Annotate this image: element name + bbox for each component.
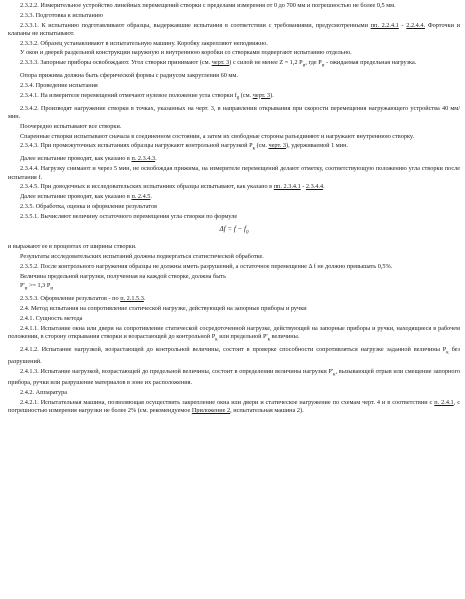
paragraph [8,22,460,39]
text-span: ) с силой не менее Z = 1,2 P [229,59,303,67]
text-span: 2.3.5.2. После контрольного нагружения образцы не должны иметь разрушений, а остаточное перемещение Δ f не должно превышать 0,5%. [20,262,393,270]
paragraph [8,40,460,48]
text-span: без разрушений. [8,346,460,365]
paragraph [8,49,460,57]
text-span: 2.3.4.2. Производят нагружение створки в точках, указанных на черт. 3, в направлении открывания при скорости перемещения нагружающего устройства 40 мм/мин. [8,104,460,121]
text-span: 2.3.3.2. Образец устанавливают в испытательную машину. Коробку закрепляют неподвижно. [20,39,268,47]
paragraph [8,368,460,388]
text-span: 2.4. Метод испытания на сопротивление статической нагрузке, действующей на запорные приборы и ручки [20,305,307,313]
document-body [8,2,460,417]
reference-link[interactable]: пп. 2.3.4.1 [273,183,301,191]
text-span: 2.4.2.1. Испытательная машина, позволяющая осуществить закрепление окна или двери и статическое нагружение по схемам черт. 4 и в соответствии с [20,398,435,406]
subscript: и [50,286,54,292]
paragraph [8,213,460,221]
reference-link[interactable]: п. 2.3.4.3 [131,155,156,163]
paragraph [8,183,460,191]
reference-link[interactable]: 2.3.4.4 [305,183,324,191]
paragraph [8,59,460,71]
subscript: к [333,371,336,377]
paragraph [8,253,460,261]
subscript: и [24,286,28,292]
paragraph [8,295,460,303]
paragraph [8,142,460,154]
paragraph [8,72,460,80]
text-span: 2.3.3.1. К испытанию подготавливают образцы, выдержавшие испытания в соответствии с требованиями, предусмотренными [20,21,371,29]
text-span: или предельной P' [217,333,268,341]
text-span: 2.3.4. Проведение испытания [20,81,98,89]
subscript: и [321,63,325,69]
text-span: 2.4.1.2. Испытание нагрузкой, возрастающей до контрольной величины, состоит в проверке способности сопротивляться нагрузке заданной величины P [20,346,447,354]
text-span: , испытательная машина 2). [230,407,304,415]
paragraph [8,282,460,294]
paragraph [8,346,460,366]
paragraph [8,2,460,10]
text-span: 2.3.3.3. Запорные приборы освобождают. Угол створки принимают (см. [20,59,212,67]
text-span: ). [270,91,274,99]
subscript: к [215,337,218,343]
text-span: . [143,295,146,303]
paragraph [8,165,460,182]
paragraph [8,92,460,104]
subscript: к [252,146,256,152]
text-span: , с погрешностью измерения нагрузки не более 2% (см. рекомендуемое [8,398,460,415]
text-span: 2.4.1.3. Испытание нагрузкой, возрастающей до предельной величины, состоит в определении величины нагрузки P' [20,367,334,375]
reference-link[interactable]: 2.2.4.4. [406,21,426,29]
text-span: - [300,183,306,191]
reference-link[interactable]: п. 2.4.1 [434,398,454,406]
text-span: Форточки и клапаны не испытывают. [8,21,460,37]
text-span: (см. [255,142,269,150]
paragraph [8,263,460,271]
paragraph [8,155,460,163]
text-span: 2.4.1.1. Испытание окна или двери на сопротивление статической сосредоточенной нагрузке, действующей на запорные приборы и ручки, находящиеся в рабочем положении, в сторону открывания створки и возрастающей до контрольной P [8,324,460,341]
text-span: 2.3.4.3. При промежуточных испытаниях образцы нагружают контрольной нагрузкой P [20,142,253,150]
text-span: Опора прижима должна быть сферической формы с радиусом закругления 60 мм. [20,72,238,80]
text-span: Далее испытание проводят, как указано в [20,155,132,163]
reference-link[interactable]: черт. 3 [252,91,271,99]
subscript: к [446,350,449,356]
paragraph [8,133,460,141]
text-span: P' [20,282,25,290]
text-span: . [150,193,152,201]
text-span: , вызывающей отрыв или смещение запорного прибора, ручки или разрушение материалов в зоне их расположения. [8,367,460,387]
text-span: 2.3.4.4. Нагрузку снимают и через 5 мин, не освобождая прижима, на измерителе перемещений делают отметку, соответствующую положению угла створки после испытания f. [8,165,460,181]
text-span: Величина предельной нагрузки, полученная на каждой створке, должна быть [20,272,226,280]
text-span: Спаренные створки испытывают сначала в соединенном состоянии, а затем их свободные стороны разъединяют и нагружают внутреннюю створку. [20,132,414,140]
text-span: ), удерживаемой 1 мин. [286,142,348,150]
text-span: 2.3.2.2. Измерительное устройство линейных перемещений створки с пределами измерения от 0 до 700 мм и погрешностью не более 0,5 мм. [20,2,396,9]
paragraph [8,12,460,20]
formula [8,224,460,238]
reference-link[interactable]: пп. 2.2.4.1 [370,21,399,29]
paragraph [8,399,460,416]
text-span: и выражают ее в процентах от ширины створки. [8,243,137,251]
reference-link[interactable]: п. 2.1.5.3 [120,295,144,303]
text-span: Δf = f − f [219,225,246,234]
reference-link[interactable]: черт. 3 [268,142,286,150]
text-span: . [155,155,157,163]
text-span: 2.4.1. Сущность метода [20,314,83,322]
paragraph [8,273,460,281]
paragraph [8,305,460,313]
text-span: 2.3.3. Подготовка к испытанию [20,11,103,19]
reference-link[interactable]: Приложение 2 [191,407,231,415]
paragraph [8,82,460,90]
subscript: 0 [236,95,240,101]
text-span: - [398,21,407,29]
paragraph [8,193,460,201]
text-span: Далее испытание проводят, как указано в [20,193,132,201]
paragraph [8,243,460,251]
text-span: - ожидаемая предельная нагрузка. [324,59,417,67]
paragraph [8,325,460,345]
paragraph [8,389,460,397]
text-span: , где P [305,59,322,67]
paragraph [8,105,460,122]
text-span: У окон и дверей раздельной конструкции наружную и внутреннюю коробки со створками подвергают испытанию отдельно. [20,49,352,57]
subscript: и [302,63,306,69]
text-span: величины. [270,333,300,341]
text-span: (см. [239,91,253,99]
reference-link[interactable]: п. 2.4.5 [131,193,151,201]
text-span: . [323,183,325,191]
paragraph [8,123,460,131]
text-span: 2.3.4.1. На измерителе перемещений отмечают нулевое положение угла створки f [20,91,237,99]
paragraph [8,203,460,211]
text-span: 2.4.2. Аппаратура [20,389,68,397]
text-span: 2.3.4.5. При доводочных и исследовательских испытаниях образцы испытывают, как указано в [20,183,274,191]
subscript: 0 [245,230,249,236]
text-span: 2.3.5.1. Вычисляют величину остаточного перемещения угла створки по формуле [20,212,238,220]
text-span: 2.3.5. Обработка, оценка и оформление результатов [20,202,158,210]
reference-link[interactable]: черт. 3 [211,59,230,67]
subscript: к [267,337,271,343]
text-span: Поочередно испытывают все створки. [20,122,122,130]
paragraph [8,315,460,323]
text-span: Результаты исследовательских испытаний должны подвергаться статистической обработке. [20,253,264,261]
text-span: >= 1,3 P [27,282,51,290]
text-span: 2.3.5.3. Оформление результатов - по [20,295,121,303]
